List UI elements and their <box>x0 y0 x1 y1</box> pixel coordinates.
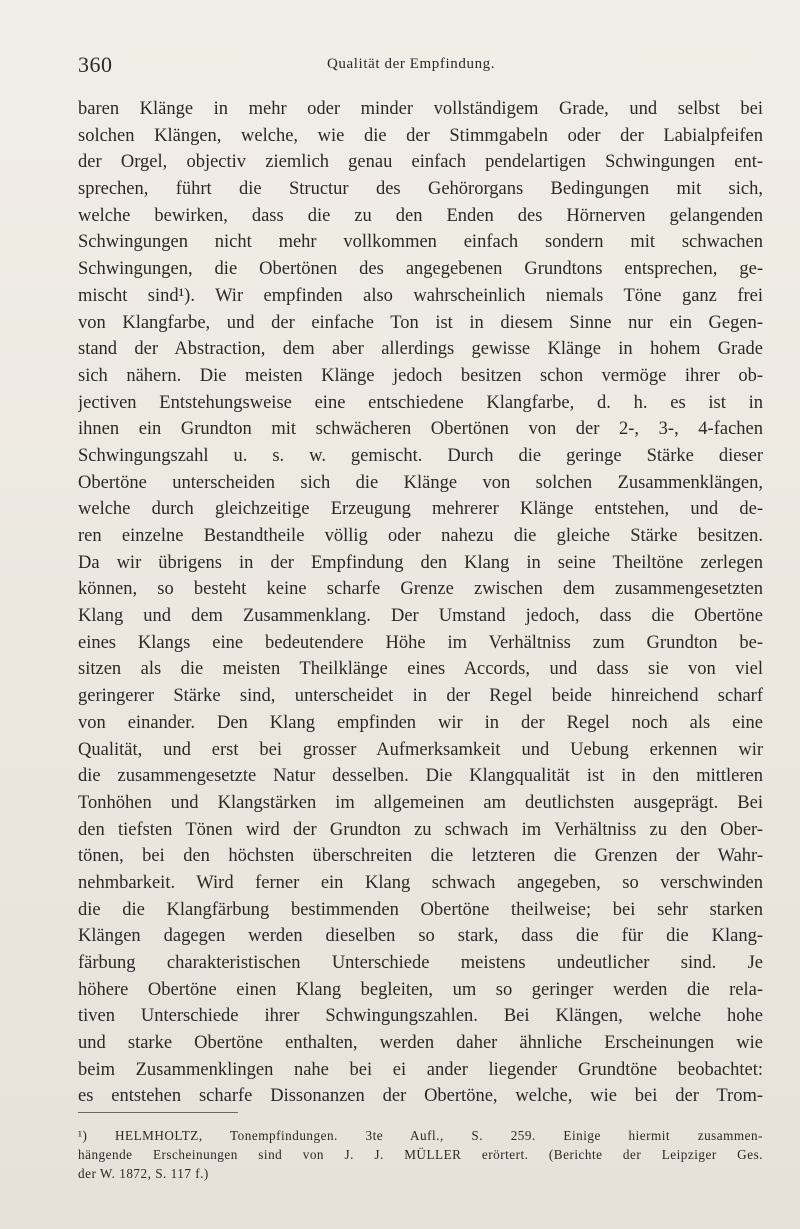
text-line: baren Klänge in mehr oder minder vollständigem Grade, und selbst bei <box>78 99 763 119</box>
text-line: jectiven Entstehungsweise eine entschiedene Klangfarbe, d. h. es ist in <box>78 392 763 413</box>
text-line: von einander. Den Klang empfinden wir in der Regel noch als eine <box>78 712 763 733</box>
footnote-line: der W. 1872, S. 117 f.) <box>78 1166 209 1181</box>
page-number: 360 <box>78 52 113 77</box>
text-line: sprechen, führt die Structur des Gehörorgans Bedingungen mit sich, <box>78 179 763 200</box>
text-line: höhere Obertöne einen Klang begleiten, um so geringer werden die rela- <box>78 979 763 1000</box>
text-line: solchen Klängen, welche, wie die der Stimmgabeln oder der Labialpfeifen <box>78 125 763 146</box>
footnote-line: hängende Erscheinungen sind von J. J. MÜLLER erörtert. (Berichte der Leipziger Ges. <box>78 1147 763 1162</box>
text-line: mischt sind¹). Wir empfinden also wahrscheinlich niemals Töne ganz frei <box>78 285 763 306</box>
footnote-line: ¹) HELMHOLTZ, Tonempfindungen. 3te Aufl., S. 259. Einige hiermit zusammen- <box>78 1128 763 1143</box>
text-line: die zusammengesetzte Natur desselben. Die Klangqualität ist in den mittleren <box>78 766 763 787</box>
text-line: welche durch gleichzeitige Erzeugung mehrerer Klänge entstehen, und de- <box>78 499 763 520</box>
page-header <box>78 52 760 82</box>
text-line: der Orgel, objectiv ziemlich genau einfach pendelartigen Schwingungen ent- <box>78 152 763 173</box>
text-line: und starke Obertöne enthalten, werden daher ähnliche Erscheinungen wie <box>78 1033 763 1054</box>
running-head: Qualität der Empfindung. <box>327 56 496 72</box>
text-line: ren einzelne Bestandtheile völlig oder nahezu die gleiche Stärke besitzen. <box>78 526 763 546</box>
text-line: geringerer Stärke sind, unterscheidet in der Regel beide hinreichend scharf <box>78 686 763 707</box>
text-line: Schwingungen nicht mehr vollkommen einfach sondern mit schwachen <box>78 232 763 253</box>
text-line: es entstehen scharfe Dissonanzen der Obertöne, welche, wie bei der Trom- <box>78 1086 763 1107</box>
text-line: sitzen als die meisten Theilklänge eines Accords, und dass sie von viel <box>78 659 763 680</box>
text-line: Tonhöhen und Klangstärken im allgemeinen am deutlichsten ausgeprägt. Bei <box>78 792 763 813</box>
text-line: färbung charakteristischen Unterschiede meistens undeutlicher sind. Je <box>78 953 763 973</box>
text-line: können, so besteht keine scharfe Grenze zwischen dem zusammengesetzten <box>78 579 763 600</box>
text-line: Da wir übrigens in der Empfindung den Klang in seine Theiltöne zerlegen <box>78 552 763 573</box>
footnotes <box>78 1126 763 1183</box>
text-line: Obertöne unterscheiden sich die Klänge von solchen Zusammenklängen, <box>78 472 763 493</box>
footnote-rule <box>78 1112 238 1113</box>
text-line: tönen, bei den höchsten überschreiten die letzteren die Grenzen der Wahr- <box>78 846 763 867</box>
text-line: beim Zusammenklingen nahe bei ei ander liegender Grundtöne beobachtet: <box>78 1059 763 1080</box>
text-line: tiven Unterschiede ihrer Schwingungszahlen. Bei Klängen, welche hohe <box>78 1006 763 1027</box>
text-line: Schwingungszahl u. s. w. gemischt. Durch die geringe Stärke dieser <box>78 445 763 466</box>
text-line: von Klangfarbe, und der einfache Ton ist in diesem Sinne nur ein Gegen- <box>78 312 763 333</box>
body-text <box>78 96 763 1110</box>
text-line: eines Klangs eine bedeutendere Höhe im Verhältniss zum Grundton be- <box>78 632 763 653</box>
text-line: Klang und dem Zusammenklang. Der Umstand jedoch, dass die Obertöne <box>78 606 763 627</box>
text-line: sich nähern. Die meisten Klänge jedoch besitzen schon vermöge ihrer ob- <box>78 365 763 386</box>
text-line: Klängen dagegen werden dieselben so stark, dass die für die Klang- <box>78 926 763 947</box>
text-line: stand der Abstraction, dem aber allerdings gewisse Klänge in hohem Grade <box>78 339 763 360</box>
text-line: den tiefsten Tönen wird der Grundton zu schwach im Verhältniss zu den Ober- <box>78 819 763 840</box>
text-line: die die Klangfärbung bestimmenden Obertöne theilweise; bei sehr starken <box>78 899 763 920</box>
text-line: nehmbarkeit. Wird ferner ein Klang schwach angegeben, so verschwinden <box>78 872 763 893</box>
text-line: Qualität, und erst bei grosser Aufmerksamkeit und Uebung erkennen wir <box>78 739 763 760</box>
text-line: welche bewirken, dass die zu den Enden des Hörnerven gelangenden <box>78 205 763 226</box>
text-line: Schwingungen, die Obertönen des angegebenen Grundtons entsprechen, ge- <box>78 259 763 280</box>
text-line: ihnen ein Grundton mit schwächeren Obertönen von der 2-, 3-, 4-fachen <box>78 419 763 440</box>
